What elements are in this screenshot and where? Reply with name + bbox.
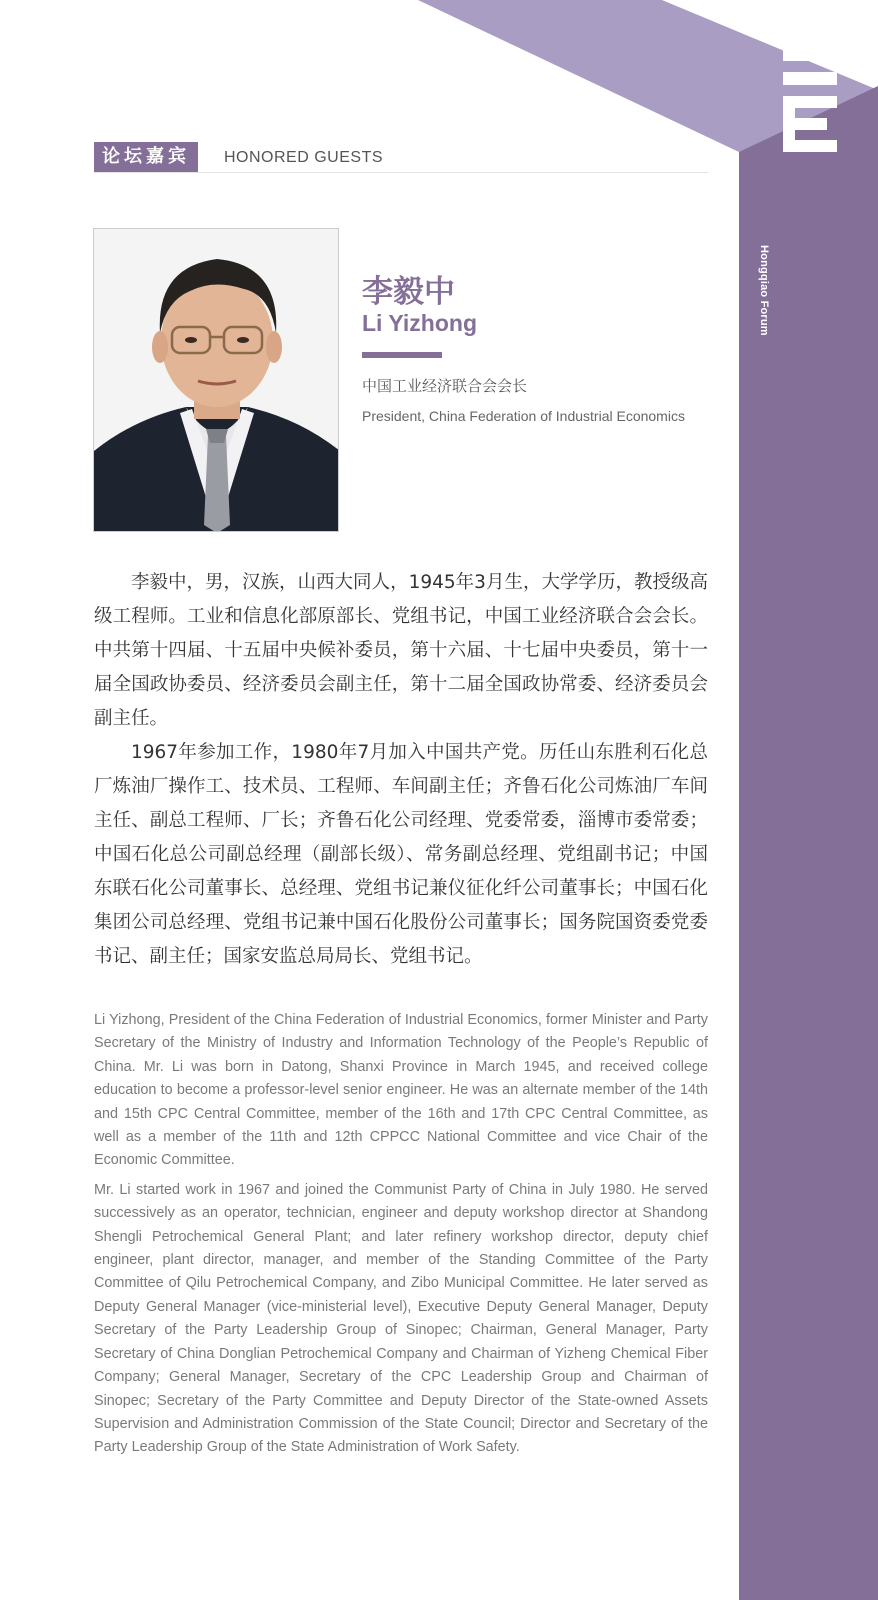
person-name-en: Li Yizhong [362, 310, 477, 336]
biography-en [94, 1009, 708, 1466]
bio-en-paragraph: Mr. Li started work in 1967 and joined the Communist Party of China in July 1980. He served successively as an operator, technician, engineer and deputy workshop director at Shandong Shengli Petrochemical General Plant; and later refinery workshop director, deputy chief engineer, plant director, manager, and member of the Standing Committee of the Party Committee of Qilu Petrochemical Company, and Zibo Municipal Committee. He later served as Deputy General Manager (vice-ministerial level), Executive Deputy General Manager, Deputy Secretary of the Party Leadership Group of Sinopec; Chairman, General Manager, Party Secretary of China Donglian Petrochemical Company and Chairman of Yizheng Chemical Fiber Company; General Manager, Secretary of the CPC Leadership Group and Chairman of Sinopec; Secretary of the Party Committee and Deputy Director of the State-owned Assets Supervision and Administration Commission of the State Council; Director and Secretary of the Party Leadership Group of the State Administration of Work Safety. [94, 1181, 708, 1456]
bio-en-paragraph: Li Yizhong, President of the China Federation of Industrial Economics, former Minister and Party Secretary of the Ministry of Industry and Information Technology of the People’s Republic of China. Mr. Li was born in Datong, Shanxi Province in March 1945, and received college education to become a professor-level senior engineer. He was an alternate member of the 14th and 15th CPC Central Committee, member of the 16th and 17th CPC Central Committee, as well as a member of the 11th and 12th CPPCC National Committee and vice Chair of the Economic Committee. [94, 1012, 708, 1169]
brand-subtitle: Hongqiao Forum [758, 245, 770, 336]
portrait-photo [93, 228, 339, 532]
section-title-zh: 论坛嘉宾 [94, 142, 198, 172]
person-name-zh: 李毅中 [362, 274, 455, 310]
bio-zh-paragraph: 1967年参加工作，1980年7月加入中国共产党。历任山东胜利石化总厂炼油厂操作工、技术员、工程师、车间副主任；齐鲁石化公司炼油厂车间主任、副总工程师、厂长；齐鲁石化公司经理、党委常委，淄博市委常委；中国石化总公司副总经理（副部长级）、常务副总经理、党组副书记；中国东联石化公司董事长、总经理、党组书记兼仪征化纤公司董事长；中国石化集团公司总经理、党组书记兼中国石化股份公司董事长；国务院国资委党委书记、副主任；国家安监总局局长、党组书记。 [94, 742, 708, 967]
portrait-illustration [94, 229, 339, 532]
section-title-en: HONORED GUESTS [224, 149, 384, 166]
ciie-logo [775, 0, 845, 160]
biography-zh [94, 566, 708, 974]
right-side-bar [739, 152, 878, 1600]
person-title-zh: 中国工业经济联合会会长 [362, 377, 528, 395]
decorative-diagonal-bands [0, 0, 878, 160]
bio-zh-paragraph: 李毅中，男，汉族，山西大同人，1945年3月生，大学学历，教授级高级工程师。工业和信息化部原部长、党组书记，中国工业经济联合会会长。中共第十四届、十五届中央候补委员，第十六届、十七届中央委员，第十一届全国政协委员、经济委员会副主任，第十二届全国政协常委、经济委员会副主任。 [94, 572, 708, 729]
person-title-en: President, China Federation of Industrial Economics [362, 408, 685, 424]
accent-line [362, 352, 442, 358]
section-header [94, 142, 708, 173]
